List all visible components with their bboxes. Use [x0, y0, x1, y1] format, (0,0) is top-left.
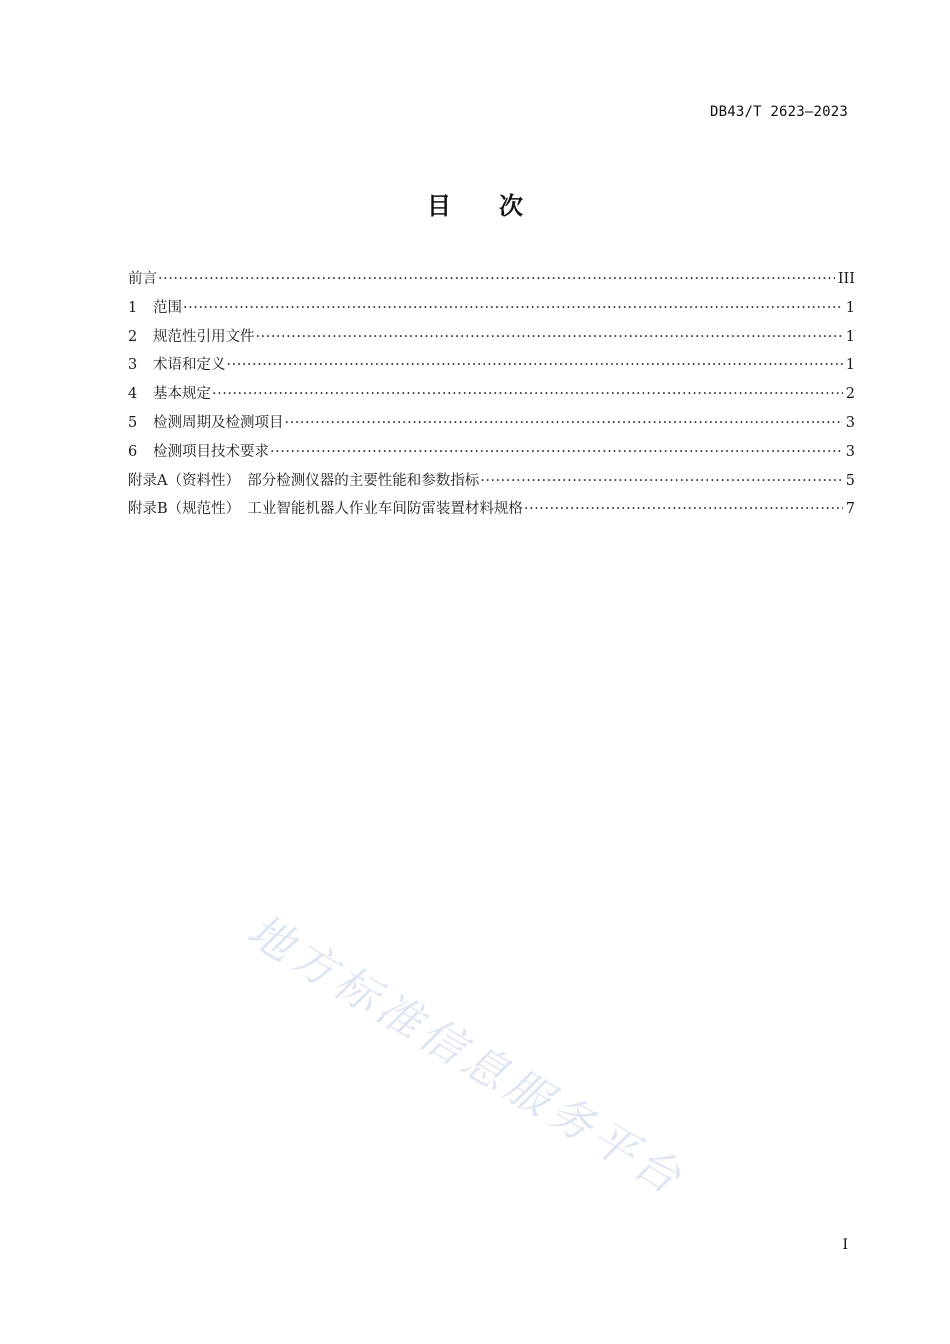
- toc-entry-basic-provisions[interactable]: [128, 382, 855, 411]
- toc-entry-label: 附录A（资料性） 部分检测仪器的主要性能和参数指标: [128, 472, 480, 489]
- document-code: DB43/T 2623—2023: [709, 104, 848, 120]
- toc-entry-page: 1: [845, 328, 855, 345]
- toc-leader-dots: [480, 473, 843, 489]
- toc-entry-inspection-cycle[interactable]: [128, 411, 855, 440]
- toc-leader-dots: [158, 271, 835, 287]
- toc-entry-scope[interactable]: [128, 296, 855, 325]
- toc-entry-page: 1: [845, 299, 855, 316]
- toc-entry-page: 3: [845, 414, 855, 431]
- toc-entry-label: 检测项目技术要求: [153, 443, 269, 460]
- toc-entry-page: 5: [845, 472, 855, 489]
- toc-leader-dots: [212, 386, 843, 402]
- toc-heading: 目次: [427, 192, 571, 220]
- toc-entry-page: 7: [845, 501, 855, 518]
- toc-entry-number: 3: [128, 357, 138, 374]
- toc-entry-terms-definitions[interactable]: [128, 353, 855, 382]
- toc-leader-dots: [270, 444, 843, 460]
- toc-entry-label: 附录B（规范性） 工业智能机器人作业车间防雷装置材料规格: [128, 501, 523, 518]
- toc-entry-number: 1: [128, 299, 138, 316]
- toc-entry-page: 3: [845, 443, 855, 460]
- page-number: I: [842, 1237, 848, 1253]
- toc-entry-page: 2: [845, 386, 855, 403]
- toc-entry-number: 4: [128, 386, 138, 403]
- toc-entry-annex-a[interactable]: [128, 469, 855, 498]
- toc-leader-dots: [524, 501, 843, 517]
- toc-entry-number: 6: [128, 443, 138, 460]
- toc-entry-normative-references[interactable]: [128, 325, 855, 354]
- toc-entry-technical-requirements[interactable]: [128, 440, 855, 469]
- toc-leader-dots: [256, 329, 843, 345]
- toc-leader-dots: [183, 300, 843, 316]
- toc-entry-label: 规范性引用文件: [153, 328, 255, 345]
- toc-leader-dots: [285, 415, 843, 431]
- toc-entry-annex-b[interactable]: [128, 497, 855, 526]
- toc-entry-label: 基本规定: [153, 386, 211, 403]
- toc-entry-page: 1: [845, 357, 855, 374]
- toc-entry-label: 检测周期及检测项目: [153, 414, 284, 431]
- toc-entry-page: III: [837, 271, 855, 287]
- toc-entry-number: 5: [128, 414, 138, 431]
- table-of-contents: [128, 267, 855, 526]
- toc-entry-label: 范围: [153, 299, 182, 316]
- toc-entry-label: 术语和定义: [153, 357, 226, 374]
- watermark: 地方标准信息服务平台: [238, 905, 694, 1207]
- toc-entry-number: 2: [128, 328, 138, 345]
- toc-entry-foreword[interactable]: [128, 267, 855, 296]
- toc-entry-label: 前言: [128, 271, 157, 287]
- toc-leader-dots: [227, 357, 843, 373]
